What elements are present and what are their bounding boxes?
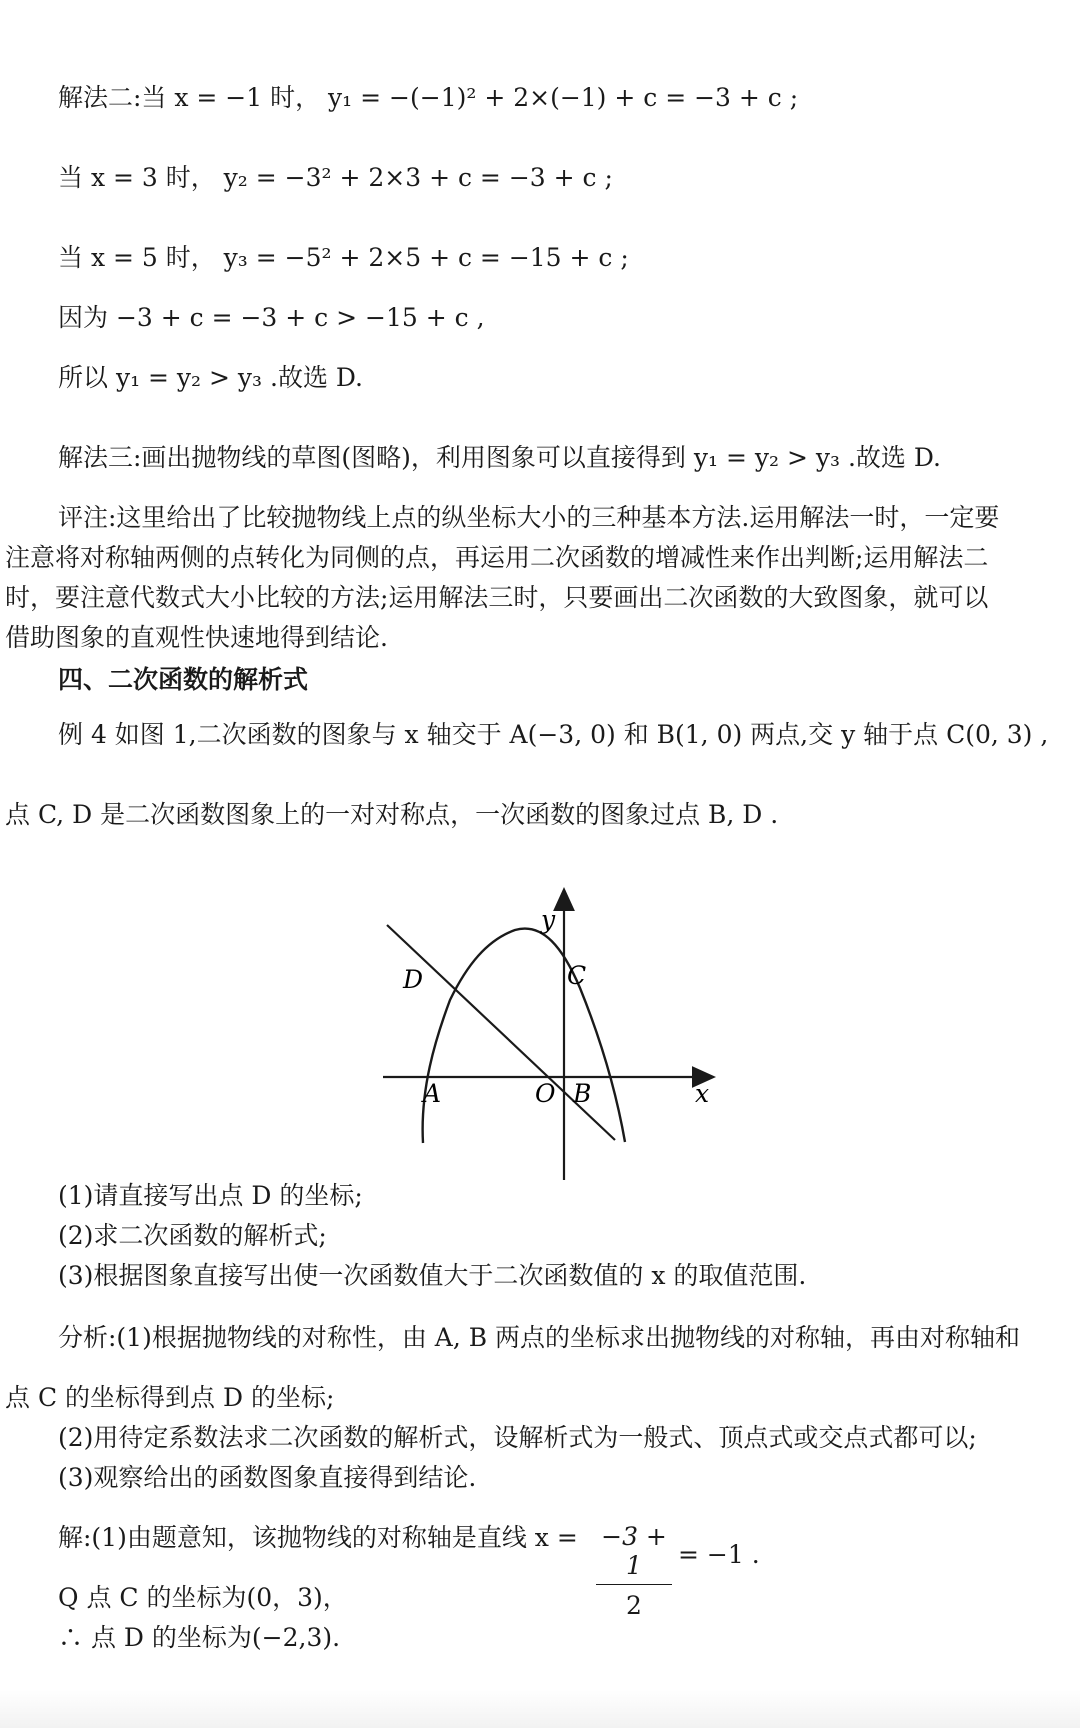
label-a: A [423,1079,442,1108]
text-line: 所以 y₁ = y₂ > y₃ .故选 D. [58,363,364,392]
text-line: 时，要注意代数式大小比较的方法;运用解法三时，只要画出二次函数的大致图象，就可以 [5,583,989,612]
text-line: (3)根据图象直接写出使一次函数值大于二次函数值的 x 的取值范围. [58,1261,807,1290]
text-line: 当 x = 3 时， y₂ = −3² + 2×3 + c = −3 + c ; [58,163,613,192]
figure-1-graph [375,880,720,1180]
text-line: 评注:这里给出了比较抛物线上点的纵坐标大小的三种基本方法.运用解法一时，一定要 [58,503,1000,532]
text-line: (2)用待定系数法求二次函数的解析式，设解析式为一般式、顶点式或交点式都可以; [58,1423,977,1452]
text-line: 因为 −3 + c = −3 + c > −15 + c , [58,303,485,332]
fraction-numerator: −3 + 1 [596,1522,672,1585]
text-line: (2)求二次函数的解析式; [58,1221,327,1250]
text-line: 四、二次函数的解析式 [58,665,309,694]
parabola-curve [423,929,625,1143]
text-line: 点 C 的坐标得到点 D 的坐标; [5,1383,335,1412]
text-line: Q 点 C 的坐标为(0，3)， [58,1583,348,1612]
label-d: D [403,965,424,994]
parabola-figure [375,880,720,1184]
text-line: (3)观察给出的函数图象直接得到结论. [58,1463,477,1492]
label-y: y [541,905,556,934]
text-line: 解法三:画出抛物线的草图(图略)，利用图象可以直接得到 y₁ = y₂ > y₃ .故选 D. [58,443,941,472]
text-line: 解:(1)由题意知，该抛物线的对称轴是直线 x = [58,1523,578,1552]
text-line: (1)请直接写出点 D 的坐标; [58,1181,363,1210]
text-line: 点 C, D 是二次函数图象上的一对对称点，一次函数的图象过点 B, D . [5,800,779,829]
text-line: 分析:(1)根据抛物线的对称性，由 A, B 两点的坐标求出抛物线的对称轴，再由对称轴和 [58,1323,1021,1352]
page-bottom-shadow [0,1690,1080,1728]
text-line: 当 x = 5 时， y₃ = −5² + 2×5 + c = −15 + c ; [58,243,629,272]
text-line: 借助图象的直观性快速地得到结论. [5,623,388,652]
label-x: x [695,1079,710,1108]
text-line: ∴ 点 D 的坐标为(−2,3). [58,1623,341,1652]
fraction-denominator: 2 [626,1591,642,1620]
label-b: B [573,1079,592,1108]
text-line: 注意将对称轴两侧的点转化为同侧的点，再运用二次函数的增减性来作出判断;运用解法二 [5,543,989,572]
text-line: 例 4 如图 1,二次函数的图象与 x 轴交于 A(−3, 0) 和 B(1, 0) 两点,交 y 轴于点 C(0, 3) , [58,720,1049,749]
label-o: O [535,1079,556,1108]
text-line: 解法二:当 x = −1 时， y₁ = −(−1)² + 2×(−1) + c = −3 + c ; [58,83,799,112]
symmetry-axis-fraction [596,1522,672,1620]
label-c: C [567,961,587,990]
fraction-result: = −1 . [678,1540,760,1569]
